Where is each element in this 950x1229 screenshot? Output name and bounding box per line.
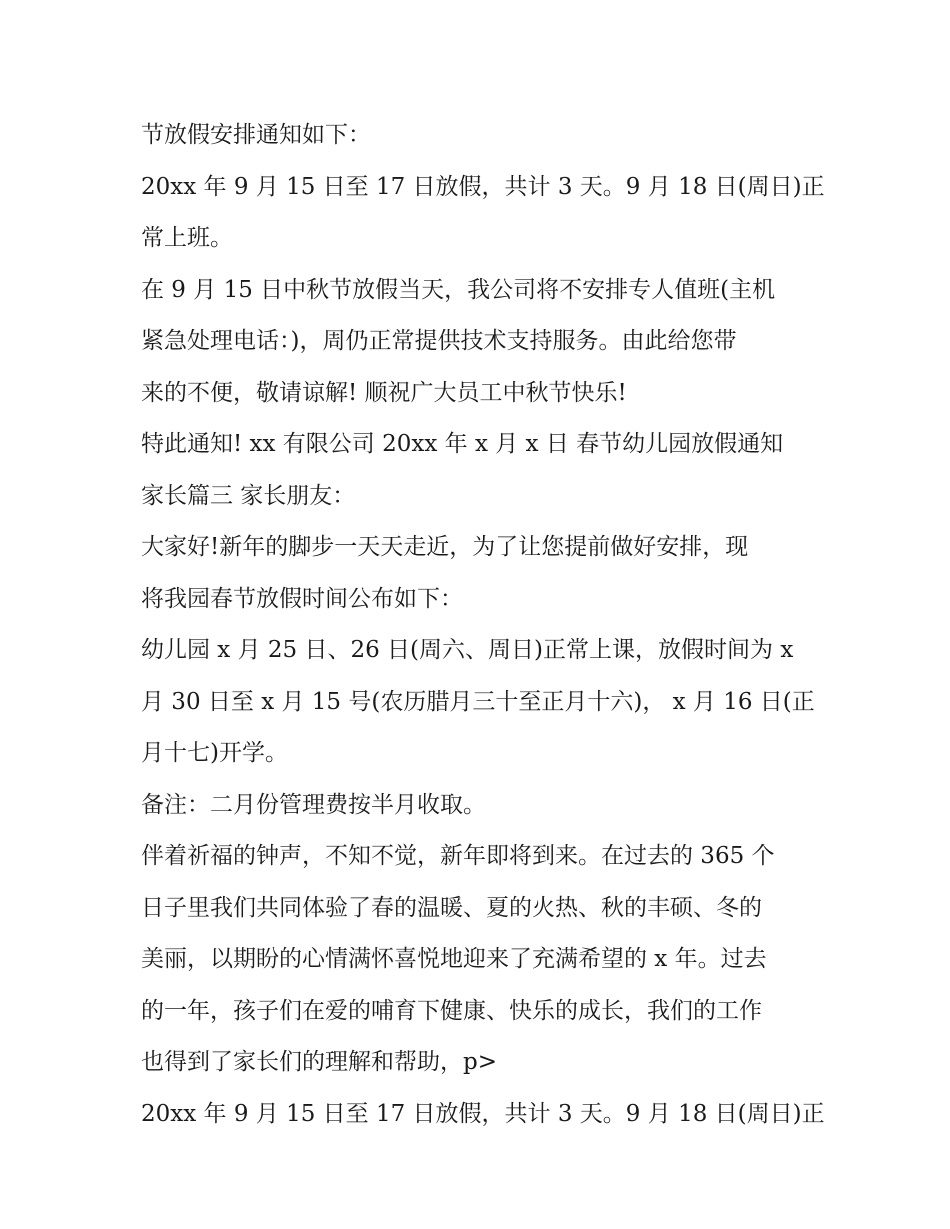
text-line: 月十七)开学。 (141, 740, 288, 766)
text-line: 将我园春节放假时间公布如下： (141, 585, 463, 612)
text-line: 常上班。 (141, 225, 233, 251)
text-line: 紧急处理电话：)，周仍正常提供技术支持服务。由此给您带 (141, 328, 737, 354)
text-line: 的一年，孩子们在爱的哺育下健康、快乐的成长，我们的工作 (141, 997, 762, 1024)
text-line: 也得到了家长们的理解和帮助，p> (141, 1049, 497, 1075)
text-line: 伴着祈福的钟声，不知不觉，新年即将到来。在过去的 365 个 (141, 843, 775, 869)
text-line: 在 9 月 15 日中秋节放假当天，我公司将不安排专人值班(主机 (141, 276, 776, 303)
text-line: 20xx 年 9 月 15 日至 17 日放假，共计 3 天。9 月 18 日(周日)正 (141, 1100, 825, 1127)
document-body (141, 110, 825, 1140)
text-line: 20xx 年 9 月 15 日至 17 日放假，共计 3 天。9 月 18 日(周日)正 (141, 173, 825, 200)
text-line: 幼儿园 x 月 25 日、26 日(周六、周日)正常上课，放假时间为 x (141, 637, 794, 663)
text-line: 家长篇三 家长朋友： (141, 482, 356, 509)
text-line: 特此通知! xx 有限公司 20xx 年 x 月 x 日 春节幼儿园放假通知 (141, 431, 784, 457)
text-line: 大家好!新年的脚步一天天走近，为了让您提前做好安排，现 (141, 534, 749, 560)
text-line: 来的不便，敬请谅解! 顺祝广大员工中秋节快乐! (141, 379, 627, 406)
text-line: 日子里我们共同体验了春的温暖、夏的火热、秋的丰硕、冬的 (141, 894, 762, 921)
text-line: 节放假安排通知如下： (141, 122, 371, 148)
text-line: 月 30 日至 x 月 15 号(农历腊月三十至正月十六)， x 月 16 日(正 (141, 688, 815, 715)
text-line: 美丽，以期盼的心情满怀喜悦地迎来了充满希望的 x 年。过去 (141, 946, 767, 972)
text-line: 备注：二月份管理费按半月收取。 (141, 791, 486, 818)
